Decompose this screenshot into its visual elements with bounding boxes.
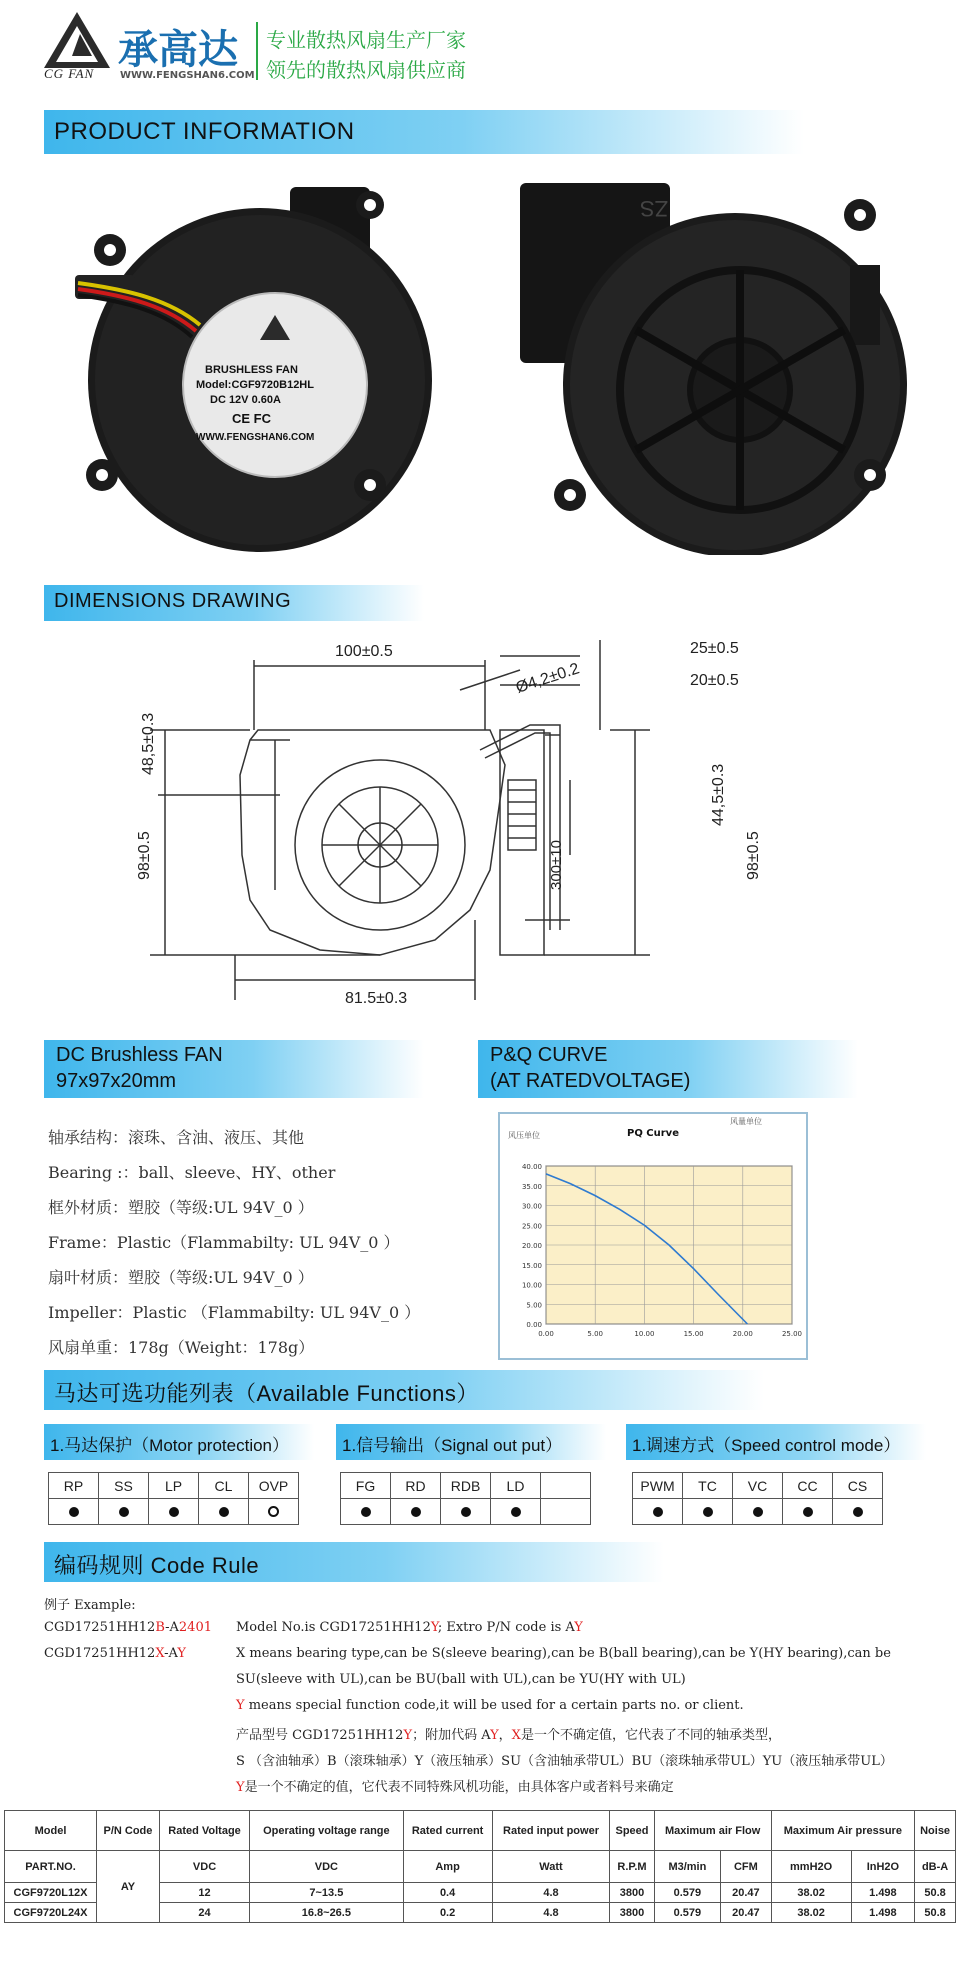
spec-bearing-en: Bearing :：ball、sleeve、HY、other xyxy=(48,1163,336,1182)
unit-mmh2o: mmH2O xyxy=(771,1851,851,1883)
dot-icon xyxy=(653,1507,663,1517)
dim-outer-height: 98±0.5 xyxy=(136,831,153,880)
th-rated-current: Rated current xyxy=(403,1811,492,1851)
th-input-power: Rated input power xyxy=(492,1811,610,1851)
x-tick-label: 0.00 xyxy=(538,1330,554,1338)
signal-col: RDB xyxy=(441,1473,491,1499)
dot-icon xyxy=(169,1507,179,1517)
fan-label-line2: Model:CGF9720B12HL xyxy=(196,379,314,391)
dim-wire: 300±10 xyxy=(548,840,565,890)
unit-inh2o: InH2O xyxy=(851,1851,914,1883)
unit-cfm: CFM xyxy=(721,1851,771,1883)
th-air-flow: Maximum air Flow xyxy=(654,1811,771,1851)
dot-icon xyxy=(119,1507,129,1517)
unit-m3min: M3/min xyxy=(654,1851,721,1883)
y-tick-label: 40.00 xyxy=(521,1163,542,1171)
fan-label-line3: DC 12V 0.60A xyxy=(210,394,281,406)
dot-icon xyxy=(461,1507,471,1517)
dim-width-top: 100±0.5 xyxy=(335,643,393,660)
motor-col: CL xyxy=(199,1473,249,1499)
dot-icon xyxy=(411,1507,421,1517)
spec-frame-en: Frame：Plastic（Flammabilty: UL 94V_0 ） xyxy=(48,1233,400,1252)
y-tick-label: 25.00 xyxy=(521,1222,542,1231)
dim-side-height-2: 98±0.5 xyxy=(745,831,762,880)
x-axis-label: 风量单位 xyxy=(730,1117,762,1126)
y-axis-label: 风压单位 xyxy=(508,1131,540,1140)
pq-chart xyxy=(500,1114,806,1358)
fan-label-url: WWW.FENGSHAN6.COM xyxy=(196,432,315,443)
th-rated-voltage: Rated Voltage xyxy=(159,1811,249,1851)
pq-banner xyxy=(478,1040,858,1098)
unit-dba: dB-A xyxy=(915,1851,956,1883)
motor-protection-table xyxy=(48,1472,299,1525)
motor-protection-title: 1.马达保护（Motor protection） xyxy=(50,1436,290,1455)
dot-icon xyxy=(753,1507,763,1517)
y-tick-label: 0.00 xyxy=(526,1321,542,1329)
dim-side-depth-2: 20±0.5 xyxy=(690,672,739,689)
spec-impeller-cn: 扇叶材质：塑胶（等级:UL 94V_0 ） xyxy=(48,1268,314,1287)
spec-frame-cn: 框外材质：塑胶（等级:UL 94V_0 ） xyxy=(48,1198,314,1217)
code-example-1: CGD17251HH12B-A2401 xyxy=(44,1620,212,1635)
website: WWW.FENGSHAN6.COM xyxy=(120,70,255,81)
brand-name: 承高达 xyxy=(118,27,238,73)
cn-line-3: Y是一个不确定的值，它代表不同特殊风机功能，由具体客户或者料号来确定 xyxy=(236,1780,674,1795)
example-label: 例子 Example: xyxy=(44,1598,136,1613)
fan-spec-banner xyxy=(44,1040,424,1098)
spec-weight: 风扇单重：178g（Weight：178g） xyxy=(48,1338,315,1357)
unit-vdc: VDC xyxy=(159,1851,249,1883)
dot-icon xyxy=(511,1507,521,1517)
y-tick-label: 15.00 xyxy=(521,1261,542,1270)
speed-col: VC xyxy=(733,1473,783,1499)
speed-col: CS xyxy=(833,1473,883,1499)
y-tick-label: 10.00 xyxy=(521,1281,542,1290)
signal-col: FG xyxy=(341,1473,391,1499)
spec-impeller-en: Impeller：Plastic （Flammabilty: UL 94V_0 ） xyxy=(48,1303,421,1322)
speed-control-table xyxy=(632,1472,883,1525)
speed-col: CC xyxy=(783,1473,833,1499)
unit-watt: Watt xyxy=(492,1851,610,1883)
motor-col: RP xyxy=(49,1473,99,1499)
x-meaning-1: X means bearing type,can be S(sleeve bearing),can be B(ball bearing),can be Y(HY bearing),can be xyxy=(236,1646,891,1661)
signal-col: RD xyxy=(391,1473,441,1499)
dot-icon xyxy=(219,1507,229,1517)
dot-icon xyxy=(853,1507,863,1517)
product-info-banner xyxy=(44,110,804,154)
x-tick-label: 10.00 xyxy=(634,1330,655,1338)
cn-line-1: 产品型号 CGD17251HH12Y；附加代码 AY，X是一个不确定值，它代表了不同的轴承类型， xyxy=(236,1728,781,1743)
cn-line-2: S （含油轴承）B（滚珠轴承）Y（液压轴承）SU（含油轴承带UL）BU（滚珠轴承带UL）YU（液压轴承带UL） xyxy=(236,1754,893,1769)
th-model: Model xyxy=(5,1811,97,1851)
dot-icon xyxy=(703,1507,713,1517)
th-part-no: PART.NO. xyxy=(5,1851,97,1883)
x-meaning-2: SU(sleeve with UL),can be BU(ball with UL),can be YU(HY with UL) xyxy=(236,1672,686,1687)
speed-col: TC xyxy=(683,1473,733,1499)
pq-title-1: P&Q CURVE xyxy=(490,1044,608,1066)
dim-hole: Ø4,2±0.2 xyxy=(513,660,582,697)
x-tick-label: 5.00 xyxy=(587,1330,603,1338)
dimension-drawing xyxy=(130,630,770,1010)
dot-icon xyxy=(69,1507,79,1517)
y-tick-label: 35.00 xyxy=(521,1182,542,1191)
logo-icon xyxy=(42,10,112,70)
dim-side-height-1: 44,5±0.3 xyxy=(710,763,727,826)
dot-icon xyxy=(361,1507,371,1517)
signal-output-table xyxy=(340,1472,591,1525)
th-air-pressure: Maximum Air pressure xyxy=(771,1811,915,1851)
motor-col: SS xyxy=(99,1473,149,1499)
fan-label-line4: CE FC xyxy=(232,411,271,426)
functions-title: 马达可选功能列表（Available Functions） xyxy=(54,1381,479,1406)
signal-output-banner xyxy=(336,1424,606,1460)
dimensions-banner xyxy=(44,585,424,621)
performance-table xyxy=(4,1810,956,1923)
signal-col: LD xyxy=(491,1473,541,1499)
tagline-2: 领先的散热风扇供应商 xyxy=(266,58,466,82)
signal-col xyxy=(541,1473,591,1499)
dot-icon xyxy=(803,1507,813,1517)
th-pn-code: P/N Code xyxy=(97,1811,160,1851)
product-info-title: PRODUCT INFORMATION xyxy=(54,118,355,145)
fan-spec-title-2: 97x97x20mm xyxy=(56,1070,177,1092)
motor-col: LP xyxy=(149,1473,199,1499)
y-tick-label: 20.00 xyxy=(521,1242,542,1250)
pq-chart-frame xyxy=(498,1112,808,1360)
x-tick-label: 25.00 xyxy=(781,1330,803,1338)
fan-label-line1: BRUSHLESS FAN xyxy=(205,364,298,376)
th-speed: Speed xyxy=(610,1811,654,1851)
th-voltage-range: Operating voltage range xyxy=(250,1811,403,1851)
dim-side-depth-1: 25±0.5 xyxy=(690,640,739,657)
spec-bearing-cn: 轴承结构：滚珠、含油、液压、其他 xyxy=(48,1128,305,1147)
dimensions-title: DIMENSIONS DRAWING xyxy=(54,590,292,612)
dim-inner-height: 48,5±0.3 xyxy=(140,712,157,775)
x-tick-label: 15.00 xyxy=(683,1330,704,1338)
signal-output-title: 1.信号输出（Signal out put） xyxy=(342,1436,563,1455)
motor-protection-banner xyxy=(44,1424,314,1460)
table-row: CGF9720L24X 24 16.8~26.5 0.2 4.8 3800 0.579 20.47 38.02 1.498 50.8 xyxy=(5,1903,956,1923)
fan-back-image xyxy=(510,175,910,555)
speed-col: PWM xyxy=(633,1473,683,1499)
tagline-1: 专业散热风扇生产厂家 xyxy=(266,28,466,52)
unit-rpm: R.P.M xyxy=(610,1851,654,1883)
th-noise: Noise xyxy=(915,1811,956,1851)
code-example-2: CGD17251HH12X-AY xyxy=(44,1646,186,1661)
header xyxy=(0,0,960,95)
pn-code-cell: AY xyxy=(97,1851,160,1923)
speed-control-banner xyxy=(626,1424,926,1460)
motor-col: OVP xyxy=(249,1473,299,1499)
code-rule-banner xyxy=(44,1542,664,1582)
pq-title-2: (AT RATEDVOLTAGE) xyxy=(490,1070,691,1092)
fan-back-mark: ZS xyxy=(640,196,669,221)
logo-mark: CG FAN xyxy=(44,66,95,81)
y-tick-label: 30.00 xyxy=(521,1202,542,1211)
unit-amp: Amp xyxy=(403,1851,492,1883)
speed-control-title: 1.调速方式（Speed control mode） xyxy=(632,1436,901,1455)
fan-spec-title-1: DC Brushless FAN xyxy=(56,1044,223,1066)
model-text: Model No.is CGD17251HH12Y; Extro P/N code is AY xyxy=(236,1620,583,1635)
open-dot-icon xyxy=(268,1506,279,1517)
x-tick-label: 20.00 xyxy=(732,1330,753,1338)
header-divider xyxy=(256,22,258,80)
table-row: CGF9720L12X 12 7~13.5 0.4 4.8 3800 0.579 20.47 38.02 1.498 50.8 xyxy=(5,1883,956,1903)
unit-vdc-range: VDC xyxy=(250,1851,403,1883)
y-meaning: Y means special function code,it will be used for a certain parts no. or client. xyxy=(236,1698,744,1713)
y-tick-label: 5.00 xyxy=(526,1301,542,1310)
dim-bottom-width: 81.5±0.3 xyxy=(345,990,408,1007)
chart-title: PQ Curve xyxy=(626,1128,680,1139)
code-rule-title: 编码规则 Code Rule xyxy=(54,1553,260,1578)
functions-banner xyxy=(44,1370,764,1410)
